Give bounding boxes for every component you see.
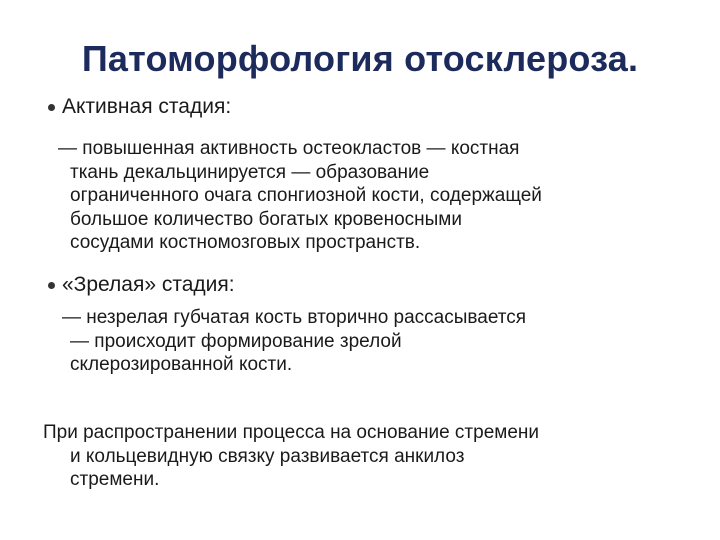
slide-title: Патоморфология отосклероза. xyxy=(81,38,639,79)
text-line: ограниченного очага спонгиозной кости, содержащей xyxy=(70,185,542,206)
text-line: большое количество богатых кровеносными xyxy=(70,208,462,230)
text-line: — незрелая губчатая кость вторично рассасывается xyxy=(62,307,527,328)
bullet-heading: «Зрелая» стадия: xyxy=(62,273,235,296)
text-line: При распространении процесса на основание стремени xyxy=(43,422,540,443)
text-line: — происходит формирование зрелой xyxy=(70,330,402,352)
bullet-mature-stage xyxy=(48,272,235,298)
text-line: стремени. xyxy=(70,469,160,490)
text-line: склерозированной кости. xyxy=(70,354,293,375)
bullet-heading: Активная стадия: xyxy=(62,95,232,118)
conclusion-text xyxy=(43,421,539,492)
text-line: — повышенная активность остеокластов — костная xyxy=(58,138,520,159)
bullet-dot-icon xyxy=(48,104,55,111)
bullet-active-stage xyxy=(48,94,231,120)
text-line: ткань декальцинируется — образование xyxy=(70,161,430,183)
active-stage-text xyxy=(58,137,542,255)
text-line: сосудами костномозговых пространств. xyxy=(70,232,421,253)
bullet-dot-icon xyxy=(48,282,55,289)
text-line: и кольцевидную связку развивается анкилоз xyxy=(70,445,465,467)
mature-stage-text xyxy=(62,306,526,377)
